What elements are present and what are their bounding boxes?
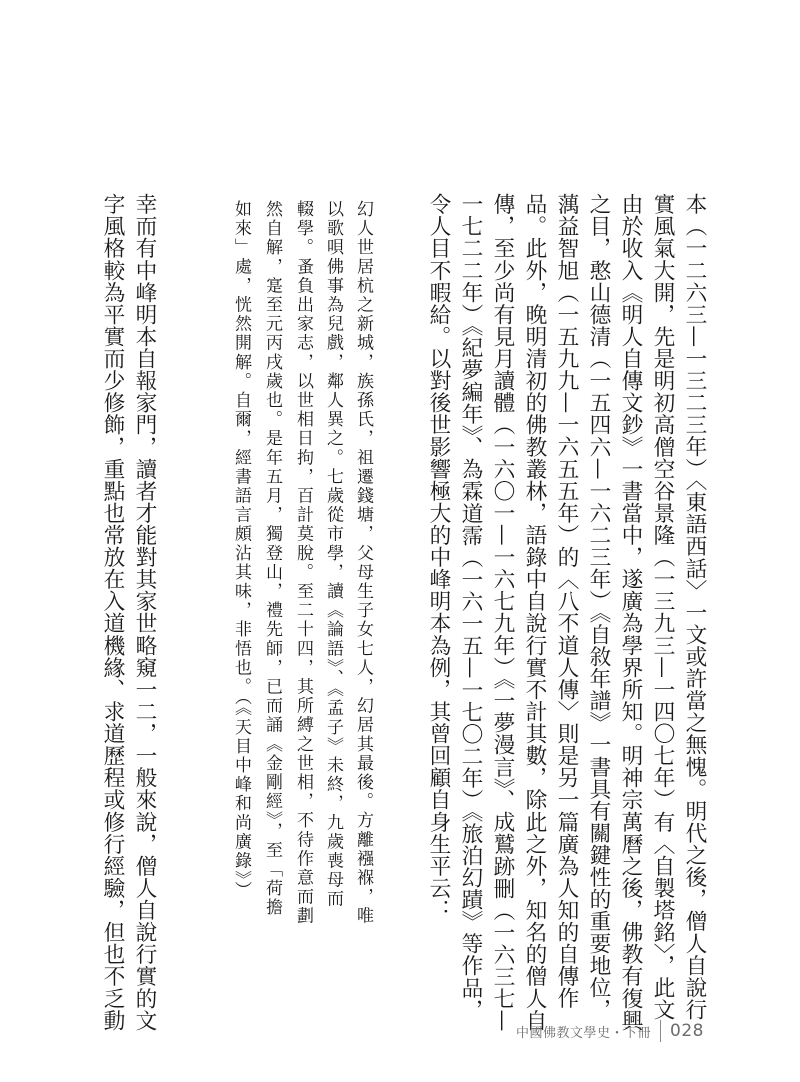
text-column: 由於收入《明人自傳文鈔》一書當中，遂廣為學界所知。明神宗萬曆之後，佛教有復興	[618, 193, 643, 1032]
text-column: 字風格較為平實而少修飾，重點也常放在入道機緣、求道歷程或修行經驗，但也不乏動	[100, 193, 125, 1032]
text-column: 一七二二年）《紀夢編年》、為霖道霈（一六一五—一七〇二年）《旅泊幻蹟》等作品，	[458, 193, 483, 1021]
text-column: 品。此外，晚明清初的佛教叢林，語錄中自說行實不計其數，除此之外，知名的僧人自	[522, 193, 547, 1032]
footer-divider	[660, 1020, 661, 1042]
quote-column: 如來」處，恍然開解。自爾，經書語言頗沾其味，非悟也。（《天目中峰和尚廣錄》）	[231, 200, 251, 901]
book-title: 中國佛教文學史・下冊	[516, 1025, 652, 1041]
quote-column: 以歌唄佛事為兒戲，鄰人異之。七歲從市學，讀《論語》、《孟子》未終，九歲喪母而	[323, 200, 343, 909]
text-column: 實風氣大開，先是明初高僧空谷景隆（一三九三—一四〇七年）有〈自製塔銘〉，此文	[650, 193, 675, 1021]
page-footer	[516, 1019, 704, 1043]
quote-column: 輟學。蚤負出家志，以世相日拘，百計莫脫。至二十四，其所縛之世相，不待作意而劃	[293, 200, 313, 926]
text-column: 令人目不暇給。以對後世影響極大的中峰明本為例，其曾回顧自身生平云：	[426, 193, 451, 921]
quote-column: 幻人世居杭之新城，族孫氏，祖遷錢塘，父母生子女七人，幻居其最後。方離襁褓，唯	[353, 200, 373, 926]
text-column: 蕅益智旭（一五九九—一六五五年）的〈八不道人傳〉則是另一篇廣為人知的自傳作	[554, 193, 579, 1010]
text-column: 本（一二六三—一三二三年）〈東語西話〉一文或許當之無愧。明代之後，僧人自說行	[682, 193, 707, 1021]
text-column: 幸而有中峰明本自報家門，讀者才能對其家世略窺一二，一般來說，僧人自說行實的文	[132, 193, 157, 1032]
text-column: 之目，憨山德清（一五四六—一六二三年）《自敘年譜》一書具有關鍵性的重要地位，	[586, 193, 611, 1021]
quote-column: 然自解，寔至元丙戌歲也。是年五月，獨登山，禮先師，已而誦《金剛經》，至「荷擔	[262, 200, 282, 918]
page-number: 028	[670, 1021, 704, 1041]
text-column: 傳，至少尚有見月讀體（一六〇一—一六七九年）《一夢漫言》、成鷲跡刪（一六三七—	[490, 193, 515, 1032]
